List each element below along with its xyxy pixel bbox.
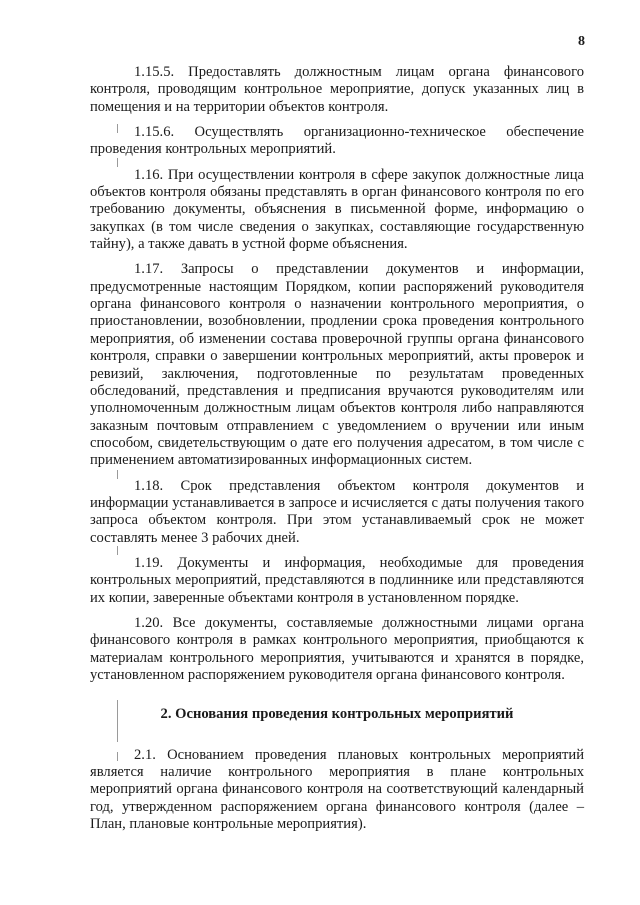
paragraph-1-15-5: 1.15.5. Предоставлять должностным лицам органа финансового контроля, проводящим контрольное мероприятие, допуск указанных лиц в помещения и на территории объектов контроля. [90,64,584,115]
paragraph-1-16: 1.16. При осуществлении контроля в сфере закупок должностные лица объектов контроля обязаны представлять в орган финансового контроля по его требованию документы, объяснения в письменной форме, информацию о закупках (в том числе сведения о закупках, составляющие государственную тайну), а также давать в устной форме объяснения. [90,166,584,253]
page-number: 8 [578,34,585,49]
paragraph-1-19: 1.19. Документы и информация, необходимые для проведения контрольных мероприятий, представляются в подлиннике или представляются их копии, заверенные объектами контроля в установленном порядке. [90,554,584,606]
section-heading: 2. Основания проведения контрольных мероприятий [160,706,514,723]
paragraph-1-18: 1.18. Срок представления объектом контроля документов и информации устанавливается в запросе и исчисляется с даты получения такого запроса объектом контроля. При этом устанавливаемый срок не может составлять менее 3 рабочих дней. [90,477,584,546]
paragraph-1-15-6: 1.15.6. Осуществлять организационно-техническое обеспечение проведения контрольных мероприятий. [90,124,584,158]
document-body [90,64,584,841]
paragraph-1-17: 1.17. Запросы о представлении документов и информации, предусмотренные настоящим Порядком, копии распоряжений руководителя органа финансового контроля о назначении контрольного мероприятия, о приостановлении, возобновлении, продлении срока проведения контрольного мероприятия, об изменении состава проверочной группы органа финансового контроля, справки о завершении контрольных мероприятий, акты проверок и ревизий, заключения, подготовленные по результатам проведенных обследований, представления и предписания вручаются руководителям или уполномоченным должностным лицам объектов контроля либо направляются заказным почтовым отправлением с уведомлением о вручении или иным способом, свидетельствующим о дате его получения адресатом, в том числе с применением автоматизированных информационных систем. [90,261,584,469]
paragraph-1-20: 1.20. Все документы, составляемые должностными лицами органа финансового контроля в рамках контрольного мероприятия, приобщаются к материалам контрольного мероприятия, учитываются и хранятся в порядке, установленном распоряжением руководителя органа финансового контроля. [90,614,584,683]
paragraph-2-1: 2.1. Основанием проведения плановых контрольных мероприятий является наличие контрольного мероприятия в плане контрольных мероприятий органа финансового контроля на соответствующий календарный год, утвержденном распоряжением органа финансового контроля (далее – План, плановые контрольные мероприятия). [90,746,584,833]
